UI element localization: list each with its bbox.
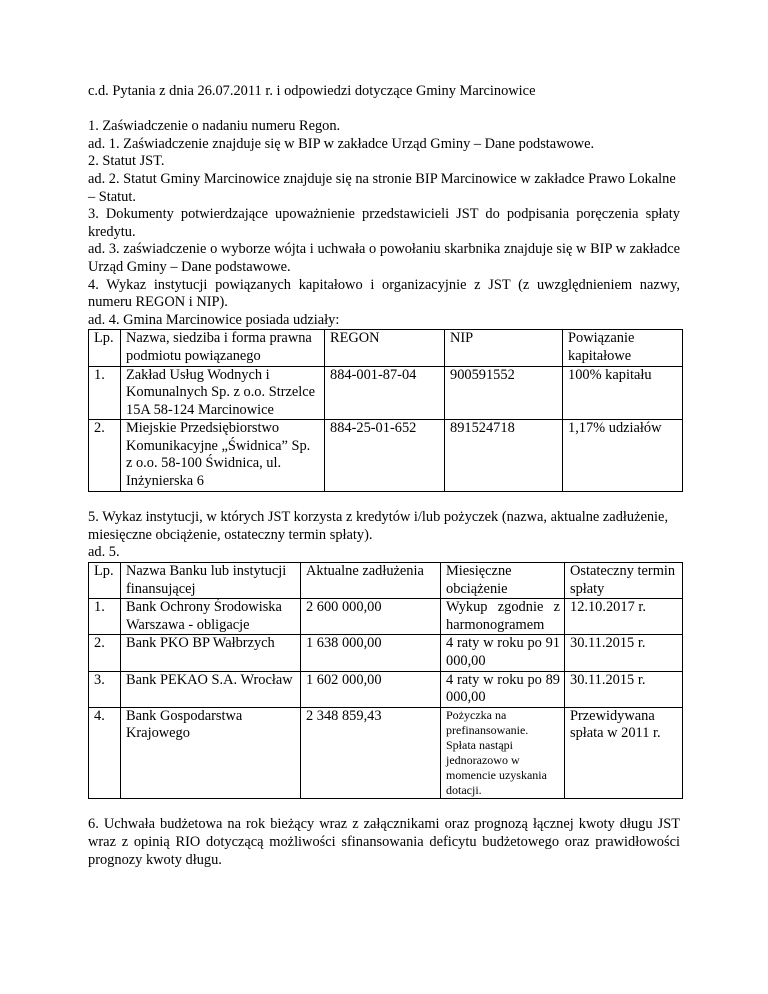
related-entities-table [88,329,683,491]
cell-lp: 1. [89,599,121,635]
cell-lp: 4. [89,707,121,798]
cell-nip: 891524718 [445,420,563,491]
question-3: 3. Dokumenty potwierdzające upoważnienie przedstawicieli JST do podpisania poręczenia spłaty kredytu. [88,206,680,240]
cell-nip: 900591552 [445,366,563,420]
cell-regon: 884-001-87-04 [325,366,445,420]
header-name: Nazwa, siedziba i forma prawna podmiotu powiązanego [121,330,325,366]
cell-name: Miejskie Przedsiębiorstwo Komunikacyjne „Świdnica” Sp. z o.o. 58-100 Świdnica, ul. Inżynierska 6 [121,420,325,491]
cell-term: 30.11.2015 r. [565,635,683,671]
cell-monthly: Wykup zgodnie z harmonogramem [441,599,565,635]
question-4: 4. Wykaz instytucji powiązanych kapitałowo i organizacyjnie z JST (z uwzględnieniem nazwy, numeru REGON i NIP). [88,276,680,311]
header-lp: Lp. [89,330,121,366]
question-1: 1. Zaświadczenie o nadaniu numeru Regon. [88,118,341,135]
cell-bank: Bank Ochrony Środowiska Warszawa - obligacje [121,599,301,635]
cell-lp: 2. [89,635,121,671]
question-2: 2. Statut JST. [88,153,165,170]
table-row [89,366,683,420]
cell-bank: Bank PKO BP Wałbrzych [121,635,301,671]
table-header-row [89,330,683,366]
cell-debt: 1 638 000,00 [301,635,441,671]
answer-3: ad. 3. zaświadczenie o wyborze wójta i uchwała o powołaniu skarbnika znajduje się w BIP w zakładce Urząd Gminy – Dane podstawowe. [88,241,680,275]
cell-link: 1,17% udziałów [563,420,683,491]
answer-2: ad. 2. Statut Gminy Marcinowice znajduje się na stronie BIP Marcinowice w zakładce Prawo Lokalne – Statut. [88,170,676,205]
cell-term: 30.11.2015 r. [565,671,683,707]
cell-debt: 2 600 000,00 [301,599,441,635]
question-5: 5. Wykaz instytucji, w których JST korzysta z kredytów i/lub pożyczek (nazwa, aktualne zadłużenie, miesięczne obciążenie, ostateczny termin spłaty). [88,509,669,543]
document-title: c.d. Pytania z dnia 26.07.2011 r. i odpowiedzi dotyczące Gminy Marcinowice [88,83,536,99]
table-row [89,671,683,707]
table-row [89,635,683,671]
cell-debt: 1 602 000,00 [301,671,441,707]
question-6: 6. Uchwała budżetowa na rok bieżący wraz z załącznikami oraz prognozą łącznej kwoty długu JST wraz z opinią RIO dotyczącą możliwości sfinansowania deficytu budżetowego oraz prawidłowości prognozy kwoty długu. [88,816,680,868]
table-header-row [89,563,683,599]
table-row [89,420,683,491]
document-page [88,83,680,869]
cell-monthly: Pożyczka na prefinansowanie. Spłata nastąpi jednorazowo w momencie uzyskania dotacji. [441,707,565,798]
cell-lp: 2. [89,420,121,491]
cell-term: Przewidywana spłata w 2011 r. [565,707,683,798]
answer-5-label: ad. 5. [88,544,120,561]
cell-link: 100% kapitału [563,366,683,420]
header-lp: Lp. [89,563,121,599]
cell-monthly: 4 raty w roku po 91 000,00 [441,635,565,671]
header-monthly: Miesięczne obciążenie [441,563,565,599]
cell-debt: 2 348 859,43 [301,707,441,798]
header-nip: NIP [445,330,563,366]
answer-1: ad. 1. Zaświadczenie znajduje się w BIP w zakładce Urząd Gminy – Dane podstawowe. [88,135,595,152]
header-debt: Aktualne zadłużenia [301,563,441,599]
header-term: Ostateczny termin spłaty [565,563,683,599]
cell-lp: 1. [89,366,121,420]
cell-bank: Bank Gospodarstwa Krajowego [121,707,301,798]
table-row [89,599,683,635]
loans-table [88,562,683,799]
header-regon: REGON [325,330,445,366]
table-row [89,707,683,798]
answer-4: ad. 4. Gmina Marcinowice posiada udziały: [88,311,340,328]
header-link: Powiązanie kapitałowe [563,330,683,366]
cell-bank: Bank PEKAO S.A. Wrocław [121,671,301,707]
cell-regon: 884-25-01-652 [325,420,445,491]
cell-term: 12.10.2017 r. [565,599,683,635]
cell-monthly: 4 raty w roku po 89 000,00 [441,671,565,707]
header-bank: Nazwa Banku lub instytucji finansującej [121,563,301,599]
cell-name: Zakład Usług Wodnych i Komunalnych Sp. z o.o. Strzelce 15A 58-124 Marcinowice [121,366,325,420]
cell-lp: 3. [89,671,121,707]
